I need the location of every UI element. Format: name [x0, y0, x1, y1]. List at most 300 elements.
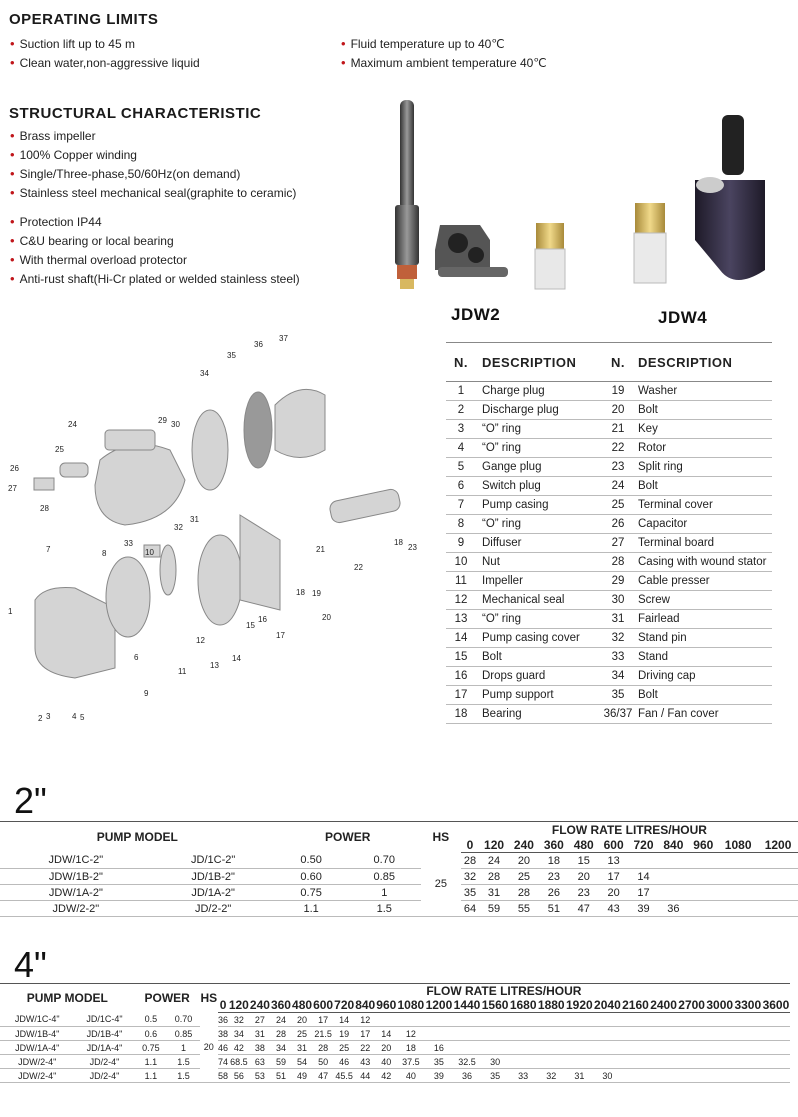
part-description: Stand pin [634, 629, 772, 648]
parts-row [446, 458, 772, 477]
flow-column-header: 1080 [718, 837, 758, 853]
flow-value [650, 1069, 678, 1083]
flow-column-header: 3600 [762, 998, 790, 1012]
part-number: 32 [602, 629, 634, 648]
power-header: POWER [275, 822, 421, 853]
part-number: 23 [602, 458, 634, 477]
flow-value [453, 1027, 481, 1041]
feature-item: • With thermal overload protector [10, 252, 187, 267]
part-number: 16 [446, 667, 476, 686]
part-description: Switch plug [476, 477, 602, 496]
part-number: 14 [446, 629, 476, 648]
flow-column-header: 3000 [706, 998, 734, 1012]
part-description: “O” ring [476, 515, 602, 534]
hs-value: 25 [421, 853, 461, 917]
flow-value: 20 [376, 1041, 397, 1055]
flow-value: 23 [569, 885, 599, 901]
flow-value [718, 853, 758, 869]
flow-value [706, 1041, 734, 1055]
callout: 5 [80, 713, 85, 722]
callout: 7 [46, 545, 51, 554]
model-jd: JD/1A-4" [74, 1041, 134, 1055]
flow-column-header: 1200 [425, 998, 453, 1012]
flow-value: 14 [376, 1027, 397, 1041]
flow-value: 28 [461, 853, 479, 869]
parts-row [446, 515, 772, 534]
flow-value [762, 1069, 790, 1083]
flow-column-header: 2040 [594, 998, 621, 1012]
flow-value: 46 [334, 1055, 355, 1069]
parts-row [446, 382, 772, 401]
flow-value [688, 901, 718, 917]
power-hp: 1 [348, 885, 421, 901]
flow-value: 68.5 [230, 1056, 248, 1067]
flow-value [758, 853, 798, 869]
flow-value: 14 [629, 869, 659, 885]
flow-value: 20 [569, 869, 599, 885]
part-description: Bolt [634, 401, 772, 420]
parts-row [446, 686, 772, 705]
part-description: “O” ring [476, 420, 602, 439]
flow-column-header: 360 [539, 837, 569, 853]
parts-row [446, 553, 772, 572]
flow-column-header: 120 [228, 998, 249, 1012]
part-number: 4 [446, 439, 476, 458]
flow-value: 39 [425, 1069, 453, 1083]
callout: 23 [408, 543, 417, 552]
flow-value: 28 [509, 885, 539, 901]
flow-column-header: 1560 [481, 998, 509, 1012]
flow-value [658, 853, 688, 869]
flow-value: 28 [479, 869, 509, 885]
flow-value: 31 [479, 885, 509, 901]
flow-value: 46 [218, 1042, 229, 1053]
flow-value: 35 [425, 1055, 453, 1069]
callout: 24 [68, 420, 77, 429]
flow-value: 35 [481, 1069, 509, 1083]
flow-value: 47 [313, 1069, 334, 1083]
flow-value: 18 [539, 853, 569, 869]
callout: 15 [246, 621, 255, 630]
flow-value: 49 [292, 1069, 313, 1083]
flow-column-header: 1680 [509, 998, 537, 1012]
flow-value: 28 [313, 1041, 334, 1055]
flow-value [762, 1041, 790, 1055]
part-description: Terminal cover [634, 496, 772, 515]
flow-value [762, 1013, 790, 1027]
part-number: 28 [602, 553, 634, 572]
power-kw: 0.5 [135, 1013, 168, 1027]
flow-value: 42 [228, 1041, 249, 1055]
part-number: 27 [602, 534, 634, 553]
table-2in-title: 2" [14, 780, 47, 821]
power-hp: 0.85 [167, 1027, 200, 1041]
flow-value [481, 1041, 509, 1055]
flow-value: 30 [481, 1055, 509, 1069]
part-description: Cable presser [634, 572, 772, 591]
flow-column-header: 1880 [537, 998, 565, 1012]
flow-value: 50 [313, 1055, 334, 1069]
flow-value: 38 [249, 1041, 270, 1055]
callout: 14 [232, 654, 241, 663]
model-jdw: JDW/1B-4" [0, 1027, 74, 1041]
flow-value [734, 1055, 762, 1069]
model-jd: JD/2-4" [74, 1055, 134, 1069]
part-number: 22 [602, 439, 634, 458]
flow-value: 21.5 [314, 1028, 332, 1039]
flow-value: 42 [376, 1069, 397, 1083]
part-number: 21 [602, 420, 634, 439]
feature-item: • Brass impeller [10, 128, 96, 143]
product-photos [380, 95, 780, 300]
part-description: Fan / Fan cover [634, 705, 772, 724]
flow-value [678, 1069, 706, 1083]
flow-column-header: 480 [569, 837, 599, 853]
structural-title: STRUCTURAL CHARACTERISTIC [9, 105, 262, 122]
power-kw: 0.75 [135, 1041, 168, 1055]
callout: 19 [312, 589, 321, 598]
flow-row [0, 885, 798, 901]
flow-value: 17 [599, 869, 629, 885]
flow-row [0, 869, 798, 885]
flow-value [650, 1027, 678, 1041]
part-description: Bolt [634, 477, 772, 496]
part-description: Bearing [476, 705, 602, 724]
parts-row [446, 705, 772, 724]
flow-value [509, 1055, 537, 1069]
flow-value [621, 1055, 649, 1069]
part-number: 6 [446, 477, 476, 496]
part-description: Driving cap [634, 667, 772, 686]
part-description: Stand [634, 648, 772, 667]
flow-value: 17 [355, 1027, 376, 1041]
flow-value [706, 1013, 734, 1027]
part-number: 26 [602, 515, 634, 534]
flow-value: 32 [537, 1069, 565, 1083]
flow-value [706, 1055, 734, 1069]
operating-limits-title: OPERATING LIMITS [9, 11, 159, 28]
flow-value: 58 [218, 1070, 229, 1081]
flow-value [593, 1013, 621, 1027]
part-number: 12 [446, 591, 476, 610]
model-jdw: JDW/1B-2" [0, 869, 152, 885]
limit-item: • Suction lift up to 45 m [10, 36, 135, 51]
flow-value: 32 [461, 869, 479, 885]
flow-value: 63 [249, 1055, 270, 1069]
part-description: Bolt [476, 648, 602, 667]
flow-value [718, 885, 758, 901]
power-hp: 1.5 [167, 1055, 200, 1069]
model-jdw: JDW/1A-2" [0, 885, 152, 901]
callout: 17 [276, 631, 285, 640]
part-number: 3 [446, 420, 476, 439]
part-description: Pump casing cover [476, 629, 602, 648]
flow-value [481, 1027, 509, 1041]
feature-item: • C&U bearing or local bearing [10, 233, 174, 248]
callout: 25 [55, 445, 64, 454]
rotor-part [328, 488, 401, 524]
flow-value: 31 [565, 1069, 593, 1083]
power-hp: 0.70 [348, 853, 421, 869]
flow-table-4in [0, 983, 790, 1083]
part-number: 7 [446, 496, 476, 515]
callout: 29 [158, 416, 167, 425]
power-hp: 1.5 [348, 901, 421, 917]
parts-row [446, 439, 772, 458]
flow-value [758, 901, 798, 917]
power-kw: 0.75 [275, 885, 348, 901]
jdw2-label: JDW2 [451, 305, 501, 324]
flow-value: 32 [228, 1013, 249, 1027]
feature-item: • 100% Copper winding [10, 147, 137, 162]
callout: 18 [296, 588, 305, 597]
hs-header: HS [200, 984, 218, 1013]
part-description: Rotor [634, 439, 772, 458]
callout: 11 [178, 667, 187, 676]
flow-value: 27 [249, 1013, 270, 1027]
model-jd: JD/2-2" [152, 901, 275, 917]
terminal-cover-part [105, 430, 155, 450]
flow-value [650, 1041, 678, 1055]
parts-row [446, 420, 772, 439]
capacitor-part [60, 463, 88, 477]
flow-value [758, 885, 798, 901]
power-kw: 1.1 [135, 1055, 168, 1069]
part-description: Pump support [476, 686, 602, 705]
flow-value: 54 [292, 1055, 313, 1069]
callout: 13 [210, 661, 219, 670]
feature-item: • Single/Three-phase,50/60Hz(on demand) [10, 166, 240, 181]
part-number: 2 [446, 401, 476, 420]
model-jdw: JDW/1C-2" [0, 853, 152, 869]
flow-value [537, 1041, 565, 1055]
pump-model-header: PUMP MODEL [0, 984, 135, 1013]
flow-value: 44 [355, 1069, 376, 1083]
flow-value [565, 1041, 593, 1055]
flow-value: 24 [479, 853, 509, 869]
flow-column-header: 1920 [565, 998, 593, 1012]
limit-item: • Maximum ambient temperature 40℃ [341, 55, 547, 70]
callout: 12 [196, 636, 205, 645]
part-number: 11 [446, 572, 476, 591]
flow-column-header: 0 [461, 837, 479, 853]
part-number: 34 [602, 667, 634, 686]
flow-value [706, 1027, 734, 1041]
flow-value: 36 [658, 901, 688, 917]
flow-value [565, 1027, 593, 1041]
parts-row [446, 648, 772, 667]
flow-value [734, 1069, 762, 1083]
callout: 32 [174, 523, 183, 532]
parts-row [446, 496, 772, 515]
feature-item: • Anti-rust shaft(Hi-Cr plated or welded stainless steel) [10, 271, 300, 286]
flow-column-header: 840 [355, 998, 376, 1012]
part-description: Screw [634, 591, 772, 610]
flow-value [593, 1041, 621, 1055]
callout: 20 [322, 613, 331, 622]
model-jd: JD/1C-2" [152, 853, 275, 869]
flow-value [762, 1055, 790, 1069]
limit-item: • Clean water,non-aggressive liquid [10, 55, 200, 70]
flow-value: 25 [292, 1027, 313, 1041]
parts-header-n: N. [446, 343, 476, 382]
parts-row [446, 477, 772, 496]
part-number: 29 [602, 572, 634, 591]
part-description: “O” ring [476, 610, 602, 629]
flow-value: 19 [334, 1027, 355, 1041]
part-number: 30 [602, 591, 634, 610]
flow-value [565, 1013, 593, 1027]
callout: 31 [190, 515, 199, 524]
flow-value [593, 1055, 621, 1069]
parts-row [446, 572, 772, 591]
callout: 27 [8, 484, 17, 493]
flow-value: 59 [270, 1055, 291, 1069]
flow-column-header: 1200 [758, 837, 798, 853]
callout: 18 [394, 538, 403, 547]
callout: 22 [354, 563, 363, 572]
flow-value [593, 1027, 621, 1041]
flow-value: 34 [228, 1027, 249, 1041]
flow-value: 15 [569, 853, 599, 869]
driving-cap-part [192, 410, 228, 490]
part-description: Casing with wound stator [634, 553, 772, 572]
flow-value [376, 1013, 397, 1027]
foot-valve-image [535, 223, 565, 289]
flow-value [537, 1013, 565, 1027]
flow-value: 20 [292, 1013, 313, 1027]
callout: 2 [38, 714, 43, 723]
flow-row [0, 853, 798, 869]
power-kw: 0.6 [135, 1027, 168, 1041]
flow-rate-header: FLOW RATE LITRES/HOUR [218, 984, 790, 999]
part-description: Charge plug [476, 382, 602, 401]
flow-value: 13 [599, 853, 629, 869]
flow-table-2in [0, 821, 798, 917]
limit-item: • Fluid temperature up to 40℃ [341, 36, 505, 51]
flow-value: 28 [270, 1027, 291, 1041]
flow-value: 25 [334, 1041, 355, 1055]
feature-item: • Protection IP44 [10, 214, 102, 229]
flow-value: 51 [270, 1069, 291, 1083]
jdw2-body-image [435, 225, 508, 277]
callout: 35 [227, 351, 236, 360]
flow-value [678, 1027, 706, 1041]
terminal-board-part [34, 478, 54, 490]
part-description: Split ring [634, 458, 772, 477]
model-jd: JD/1C-4" [74, 1013, 134, 1027]
power-kw: 1.1 [135, 1069, 168, 1083]
flow-column-header: 720 [629, 837, 659, 853]
flow-value [425, 1013, 453, 1027]
flow-value: 20 [599, 885, 629, 901]
part-number: 1 [446, 382, 476, 401]
jdw4-label: JDW4 [658, 308, 708, 327]
flow-value: 26 [539, 885, 569, 901]
callout: 1 [8, 607, 13, 616]
flow-value: 31 [292, 1041, 313, 1055]
flow-column-header: 480 [292, 998, 313, 1012]
flow-value: 39 [629, 901, 659, 917]
model-jdw: JDW/2-4" [0, 1069, 74, 1083]
callout: 37 [279, 334, 288, 343]
callout: 26 [10, 464, 19, 473]
part-number: 33 [602, 648, 634, 667]
fan-cover-part [275, 389, 325, 457]
callout: 21 [316, 545, 325, 554]
model-jdw: JDW/2-4" [0, 1055, 74, 1069]
flow-column-header: 2700 [678, 998, 705, 1012]
callout: 6 [134, 653, 139, 662]
flow-value: 22 [355, 1041, 376, 1055]
casing-stator-part [95, 444, 185, 525]
flow-value: 34 [270, 1041, 291, 1055]
flow-row [0, 1055, 790, 1069]
power-hp: 0.85 [348, 869, 421, 885]
jdw4-body-image [695, 115, 765, 280]
part-description: Key [634, 420, 772, 439]
part-number: 20 [602, 401, 634, 420]
part-description: Capacitor [634, 515, 772, 534]
flow-rate-header: FLOW RATE LITRES/HOUR [461, 822, 798, 838]
flow-column-header: 120 [479, 837, 509, 853]
flow-value [565, 1055, 593, 1069]
flow-value: 30 [593, 1069, 621, 1083]
flow-value [718, 901, 758, 917]
flow-value [509, 1027, 537, 1041]
flow-value [537, 1055, 565, 1069]
flow-value: 55 [509, 901, 539, 917]
power-header: POWER [135, 984, 200, 1013]
callout: 36 [254, 340, 263, 349]
power-kw: 1.1 [275, 901, 348, 917]
flow-column-header: 360 [270, 998, 291, 1012]
parts-row [446, 610, 772, 629]
model-jdw: JDW/2-2" [0, 901, 152, 917]
pump-model-header: PUMP MODEL [0, 822, 275, 853]
part-number: 25 [602, 496, 634, 515]
model-jd: JD/1A-2" [152, 885, 275, 901]
flow-value [734, 1027, 762, 1041]
flow-column-header: 960 [376, 998, 397, 1012]
part-description: Nut [476, 553, 602, 572]
flow-column-header: 720 [334, 998, 355, 1012]
feature-item: • Stainless steel mechanical seal(graphite to ceramic) [10, 185, 296, 200]
part-description: Discharge plug [476, 401, 602, 420]
pump-casing-part [35, 588, 115, 679]
flow-value [678, 1041, 706, 1055]
flow-value: 53 [249, 1069, 270, 1083]
flow-row [0, 1027, 790, 1041]
parts-row [446, 401, 772, 420]
part-description: Pump casing [476, 496, 602, 515]
hs-value: 20 [200, 1013, 218, 1083]
parts-row [446, 534, 772, 553]
flow-value: 35 [461, 885, 479, 901]
flow-value [481, 1013, 509, 1027]
flow-value [453, 1041, 481, 1055]
part-description: Gange plug [476, 458, 602, 477]
flow-value: 17 [313, 1013, 334, 1027]
table-4in-title: 4" [14, 944, 47, 985]
pump-support-part [240, 515, 280, 610]
part-number: 5 [446, 458, 476, 477]
flow-row [0, 901, 798, 917]
parts-header-description: DESCRIPTION [634, 343, 772, 382]
part-number: 24 [602, 477, 634, 496]
flow-value [678, 1013, 706, 1027]
flow-value [650, 1013, 678, 1027]
